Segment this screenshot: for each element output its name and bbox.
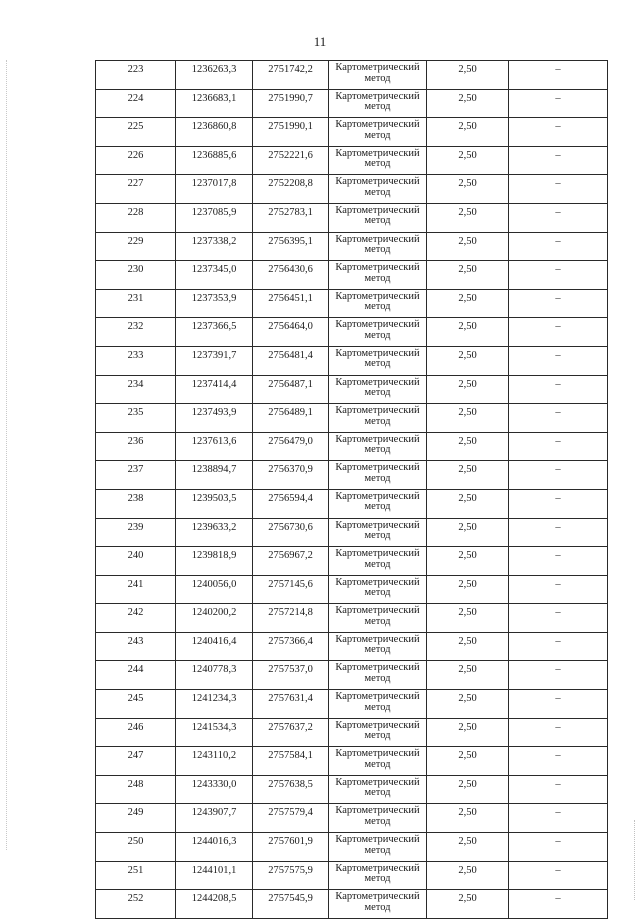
x-coordinate-cell: 1237391,7 (176, 346, 253, 375)
y-coordinate-cell: 2757214,8 (253, 604, 329, 633)
table-row (96, 118, 608, 147)
precision-cell: 2,50 (427, 118, 509, 147)
y-coordinate-cell: 2756479,0 (253, 432, 329, 461)
point-number-cell: 251 (96, 861, 176, 890)
table-row (96, 604, 608, 633)
precision-cell: 2,50 (427, 461, 509, 490)
note-cell: – (509, 203, 608, 232)
table-row (96, 804, 608, 833)
note-cell: – (509, 833, 608, 862)
table-row (96, 89, 608, 118)
y-coordinate-cell: 2756489,1 (253, 404, 329, 433)
precision-cell: 2,50 (427, 775, 509, 804)
y-coordinate-cell: 2757631,4 (253, 690, 329, 719)
precision-cell: 2,50 (427, 146, 509, 175)
note-cell: – (509, 890, 608, 919)
precision-cell: 2,50 (427, 346, 509, 375)
note-cell: – (509, 718, 608, 747)
y-coordinate-cell: 2756430,6 (253, 261, 329, 290)
note-cell: – (509, 146, 608, 175)
method-cell: Картометрический метод (329, 547, 427, 576)
method-cell: Картометрический метод (329, 775, 427, 804)
method-cell: Картометрический метод (329, 346, 427, 375)
method-cell: Картометрический метод (329, 575, 427, 604)
y-coordinate-cell: 2757637,2 (253, 718, 329, 747)
table-row (96, 461, 608, 490)
method-cell: Картометрический метод (329, 804, 427, 833)
precision-cell: 2,50 (427, 318, 509, 347)
method-cell: Картометрический метод (329, 432, 427, 461)
point-number-cell: 248 (96, 775, 176, 804)
method-cell: Картометрический метод (329, 61, 427, 90)
precision-cell: 2,50 (427, 861, 509, 890)
point-number-cell: 224 (96, 89, 176, 118)
x-coordinate-cell: 1237366,5 (176, 318, 253, 347)
point-number-cell: 240 (96, 547, 176, 576)
method-cell: Картометрический метод (329, 632, 427, 661)
method-cell: Картометрический метод (329, 261, 427, 290)
table-row (96, 375, 608, 404)
table-row (96, 747, 608, 776)
y-coordinate-cell: 2752783,1 (253, 203, 329, 232)
x-coordinate-cell: 1241534,3 (176, 718, 253, 747)
x-coordinate-cell: 1237414,4 (176, 375, 253, 404)
x-coordinate-cell: 1239503,5 (176, 489, 253, 518)
x-coordinate-cell: 1236860,8 (176, 118, 253, 147)
point-number-cell: 235 (96, 404, 176, 433)
point-number-cell: 250 (96, 833, 176, 862)
note-cell: – (509, 575, 608, 604)
point-number-cell: 245 (96, 690, 176, 719)
table-row (96, 518, 608, 547)
table-row (96, 61, 608, 90)
point-number-cell: 230 (96, 261, 176, 290)
precision-cell: 2,50 (427, 747, 509, 776)
scan-edge-left (6, 60, 8, 850)
note-cell: – (509, 118, 608, 147)
scan-edge-right (634, 820, 636, 900)
precision-cell: 2,50 (427, 489, 509, 518)
x-coordinate-cell: 1237085,9 (176, 203, 253, 232)
method-cell: Картометрический метод (329, 604, 427, 633)
table-row (96, 632, 608, 661)
table-row (96, 404, 608, 433)
precision-cell: 2,50 (427, 833, 509, 862)
table-row (96, 203, 608, 232)
note-cell: – (509, 404, 608, 433)
note-cell: – (509, 232, 608, 261)
point-number-cell: 249 (96, 804, 176, 833)
table-row (96, 775, 608, 804)
x-coordinate-cell: 1240778,3 (176, 661, 253, 690)
y-coordinate-cell: 2757575,9 (253, 861, 329, 890)
x-coordinate-cell: 1240200,2 (176, 604, 253, 633)
table-row (96, 661, 608, 690)
method-cell: Картометрический метод (329, 118, 427, 147)
method-cell: Картометрический метод (329, 861, 427, 890)
point-number-cell: 228 (96, 203, 176, 232)
table-row (96, 346, 608, 375)
table-row (96, 718, 608, 747)
note-cell: – (509, 346, 608, 375)
y-coordinate-cell: 2757579,4 (253, 804, 329, 833)
point-number-cell: 232 (96, 318, 176, 347)
precision-cell: 2,50 (427, 804, 509, 833)
method-cell: Картометрический метод (329, 461, 427, 490)
precision-cell: 2,50 (427, 547, 509, 576)
note-cell: – (509, 804, 608, 833)
x-coordinate-cell: 1243330,0 (176, 775, 253, 804)
x-coordinate-cell: 1240056,0 (176, 575, 253, 604)
precision-cell: 2,50 (427, 175, 509, 204)
x-coordinate-cell: 1243907,7 (176, 804, 253, 833)
point-number-cell: 233 (96, 346, 176, 375)
point-number-cell: 229 (96, 232, 176, 261)
table-row (96, 146, 608, 175)
precision-cell: 2,50 (427, 261, 509, 290)
page-number: 11 (313, 34, 327, 49)
note-cell: – (509, 289, 608, 318)
note-cell: – (509, 775, 608, 804)
precision-cell: 2,50 (427, 890, 509, 919)
y-coordinate-cell: 2751990,7 (253, 89, 329, 118)
y-coordinate-cell: 2756370,9 (253, 461, 329, 490)
x-coordinate-cell: 1239818,9 (176, 547, 253, 576)
precision-cell: 2,50 (427, 203, 509, 232)
note-cell: – (509, 261, 608, 290)
y-coordinate-cell: 2751742,2 (253, 61, 329, 90)
note-cell: – (509, 89, 608, 118)
y-coordinate-cell: 2757145,6 (253, 575, 329, 604)
x-coordinate-cell: 1237345,0 (176, 261, 253, 290)
table-row (96, 547, 608, 576)
precision-cell: 2,50 (427, 61, 509, 90)
note-cell: – (509, 632, 608, 661)
x-coordinate-cell: 1237017,8 (176, 175, 253, 204)
y-coordinate-cell: 2757638,5 (253, 775, 329, 804)
y-coordinate-cell: 2756464,0 (253, 318, 329, 347)
point-number-cell: 237 (96, 461, 176, 490)
table-row (96, 261, 608, 290)
x-coordinate-cell: 1236683,1 (176, 89, 253, 118)
table-row (96, 861, 608, 890)
point-number-cell: 234 (96, 375, 176, 404)
table-row (96, 575, 608, 604)
precision-cell: 2,50 (427, 289, 509, 318)
y-coordinate-cell: 2756487,1 (253, 375, 329, 404)
x-coordinate-cell: 1243110,2 (176, 747, 253, 776)
point-number-cell: 223 (96, 61, 176, 90)
method-cell: Картометрический метод (329, 890, 427, 919)
precision-cell: 2,50 (427, 89, 509, 118)
note-cell: – (509, 747, 608, 776)
table-row (96, 175, 608, 204)
y-coordinate-cell: 2756594,4 (253, 489, 329, 518)
table-row (96, 289, 608, 318)
note-cell: – (509, 61, 608, 90)
y-coordinate-cell: 2756395,1 (253, 232, 329, 261)
x-coordinate-cell: 1236263,3 (176, 61, 253, 90)
method-cell: Картометрический метод (329, 661, 427, 690)
y-coordinate-cell: 2756730,6 (253, 518, 329, 547)
precision-cell: 2,50 (427, 718, 509, 747)
x-coordinate-cell: 1244016,3 (176, 833, 253, 862)
precision-cell: 2,50 (427, 661, 509, 690)
y-coordinate-cell: 2752208,8 (253, 175, 329, 204)
note-cell: – (509, 432, 608, 461)
table-row (96, 318, 608, 347)
precision-cell: 2,50 (427, 518, 509, 547)
precision-cell: 2,50 (427, 404, 509, 433)
x-coordinate-cell: 1237353,9 (176, 289, 253, 318)
precision-cell: 2,50 (427, 375, 509, 404)
y-coordinate-cell: 2757584,1 (253, 747, 329, 776)
table-row (96, 890, 608, 919)
table-row (96, 690, 608, 719)
note-cell: – (509, 604, 608, 633)
table-row (96, 232, 608, 261)
y-coordinate-cell: 2757601,9 (253, 833, 329, 862)
method-cell: Картометрический метод (329, 518, 427, 547)
note-cell: – (509, 461, 608, 490)
x-coordinate-cell: 1237338,2 (176, 232, 253, 261)
x-coordinate-cell: 1239633,2 (176, 518, 253, 547)
precision-cell: 2,50 (427, 604, 509, 633)
point-number-cell: 244 (96, 661, 176, 690)
method-cell: Картометрический метод (329, 747, 427, 776)
note-cell: – (509, 518, 608, 547)
note-cell: – (509, 489, 608, 518)
point-number-cell: 231 (96, 289, 176, 318)
y-coordinate-cell: 2752221,6 (253, 146, 329, 175)
y-coordinate-cell: 2756481,4 (253, 346, 329, 375)
point-number-cell: 238 (96, 489, 176, 518)
method-cell: Картометрический метод (329, 232, 427, 261)
method-cell: Картометрический метод (329, 318, 427, 347)
x-coordinate-cell: 1244208,5 (176, 890, 253, 919)
method-cell: Картометрический метод (329, 175, 427, 204)
y-coordinate-cell: 2757545,9 (253, 890, 329, 919)
method-cell: Картометрический метод (329, 375, 427, 404)
note-cell: – (509, 175, 608, 204)
point-number-cell: 252 (96, 890, 176, 919)
note-cell: – (509, 661, 608, 690)
method-cell: Картометрический метод (329, 89, 427, 118)
x-coordinate-cell: 1238894,7 (176, 461, 253, 490)
point-number-cell: 247 (96, 747, 176, 776)
method-cell: Картометрический метод (329, 718, 427, 747)
point-number-cell: 242 (96, 604, 176, 633)
table-row (96, 432, 608, 461)
precision-cell: 2,50 (427, 232, 509, 261)
note-cell: – (509, 690, 608, 719)
x-coordinate-cell: 1236885,6 (176, 146, 253, 175)
x-coordinate-cell: 1241234,3 (176, 690, 253, 719)
x-coordinate-cell: 1240416,4 (176, 632, 253, 661)
method-cell: Картометрический метод (329, 203, 427, 232)
precision-cell: 2,50 (427, 575, 509, 604)
precision-cell: 2,50 (427, 432, 509, 461)
x-coordinate-cell: 1244101,1 (176, 861, 253, 890)
method-cell: Картометрический метод (329, 289, 427, 318)
table-row (96, 489, 608, 518)
note-cell: – (509, 318, 608, 347)
coordinates-table (95, 60, 608, 919)
point-number-cell: 227 (96, 175, 176, 204)
coordinates-table-body (96, 61, 608, 919)
x-coordinate-cell: 1237493,9 (176, 404, 253, 433)
y-coordinate-cell: 2751990,1 (253, 118, 329, 147)
point-number-cell: 246 (96, 718, 176, 747)
y-coordinate-cell: 2756451,1 (253, 289, 329, 318)
method-cell: Картометрический метод (329, 404, 427, 433)
note-cell: – (509, 375, 608, 404)
method-cell: Картометрический метод (329, 833, 427, 862)
point-number-cell: 243 (96, 632, 176, 661)
x-coordinate-cell: 1237613,6 (176, 432, 253, 461)
y-coordinate-cell: 2757366,4 (253, 632, 329, 661)
method-cell: Картометрический метод (329, 489, 427, 518)
note-cell: – (509, 861, 608, 890)
y-coordinate-cell: 2757537,0 (253, 661, 329, 690)
precision-cell: 2,50 (427, 690, 509, 719)
point-number-cell: 239 (96, 518, 176, 547)
point-number-cell: 225 (96, 118, 176, 147)
point-number-cell: 236 (96, 432, 176, 461)
table-row (96, 833, 608, 862)
method-cell: Картометрический метод (329, 146, 427, 175)
precision-cell: 2,50 (427, 632, 509, 661)
note-cell: – (509, 547, 608, 576)
point-number-cell: 241 (96, 575, 176, 604)
y-coordinate-cell: 2756967,2 (253, 547, 329, 576)
method-cell: Картометрический метод (329, 690, 427, 719)
point-number-cell: 226 (96, 146, 176, 175)
